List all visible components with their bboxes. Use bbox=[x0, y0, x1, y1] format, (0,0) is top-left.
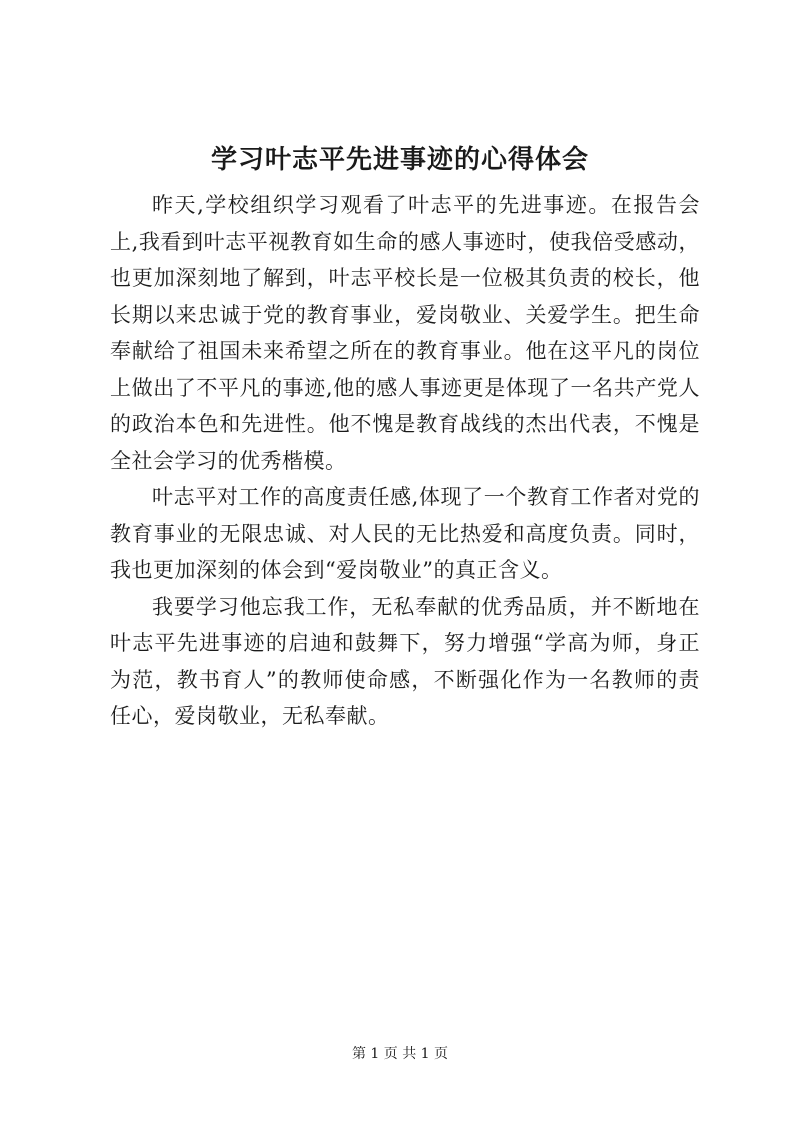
document-body bbox=[110, 187, 700, 735]
page-footer: 第 1 页 共 1 页 bbox=[351, 1046, 449, 1062]
paragraph-3: 我要学习他忘我工作，无私奉献的优秀品质，并不断地在叶志平先进事迹的启迪和鼓舞下，努力增强“学高为师，身正为范，教书育人”的教师使命感，不断强化作为一名教师的责任心，爱岗敬业，无私奉献。 bbox=[110, 594, 700, 728]
paragraph-2: 叶志平对工作的高度责任感,体现了一个教育工作者对党的教育事业的无限忠诚、对人民的无比热爱和高度负责。同时，我也更加深刻的体会到“爱岗敬业”的真正含义。 bbox=[110, 485, 700, 582]
document-title: 学习叶志平先进事迹的心得体会 bbox=[210, 145, 589, 175]
paragraph-1: 昨天,学校组织学习观看了叶志平的先进事迹。在报告会上,我看到叶志平视教育如生命的感人事迹时，使我倍受感动，也更加深刻地了解到，叶志平校长是一位极其负责的校长，他长期以来忠诚于党的教育事业，爱岗敬业、关爱学生。把生命奉献给了祖国未来希望之所在的教育事业。他在这平凡的岗位上做出了不平凡的事迹,他的感人事迹更是体现了一名共产党人的政治本色和先进性。他不愧是教育战线的杰出代表，不愧是全社会学习的优秀楷模。 bbox=[110, 193, 700, 473]
